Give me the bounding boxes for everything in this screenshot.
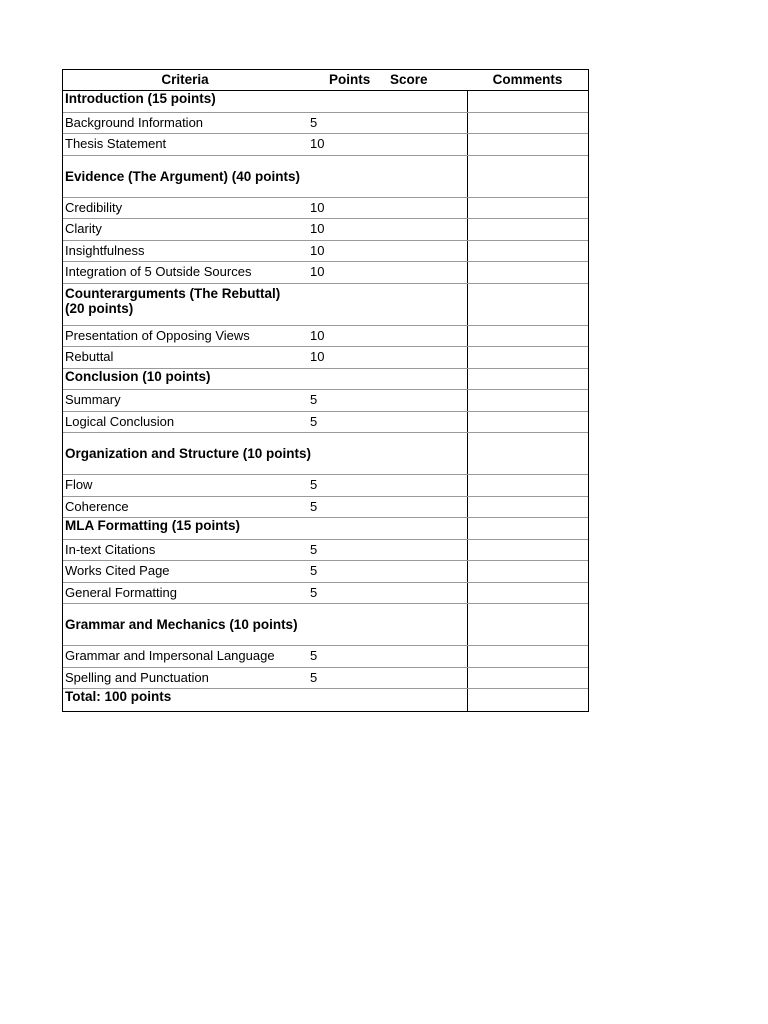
- points-cell: [303, 284, 387, 325]
- section-row: [63, 433, 588, 475]
- score-cell[interactable]: [387, 326, 467, 347]
- comments-cell[interactable]: [467, 518, 588, 539]
- comments-cell[interactable]: [467, 497, 588, 518]
- table-row: [63, 583, 588, 605]
- criteria-cell: Summary: [65, 392, 121, 407]
- points-cell: 10: [310, 199, 325, 215]
- table-row: [63, 241, 588, 263]
- comments-cell[interactable]: [467, 689, 588, 711]
- score-cell[interactable]: [387, 583, 467, 604]
- score-cell[interactable]: [387, 390, 467, 411]
- criteria-cell: Coherence: [65, 498, 129, 514]
- comments-cell[interactable]: [467, 241, 588, 262]
- section-title: Evidence (The Argument) (40 points): [65, 168, 301, 184]
- table-row: [63, 347, 588, 369]
- table-body: [63, 91, 588, 711]
- score-cell[interactable]: [387, 284, 467, 325]
- section-title: Grammar and Mechanics (10 points): [65, 617, 298, 632]
- table-row: [63, 668, 588, 690]
- table-row: [63, 198, 588, 220]
- comments-cell[interactable]: [467, 540, 588, 561]
- section-row: [63, 369, 588, 391]
- score-cell[interactable]: [387, 561, 467, 582]
- section-title: Counterarguments (The Rebuttal) (20 points): [65, 285, 281, 316]
- points-cell: 5: [310, 498, 318, 514]
- criteria-cell: General Formatting: [65, 584, 177, 600]
- criteria-cell: Flow: [65, 477, 93, 492]
- criteria-cell: Integration of 5 Outside Sources: [65, 264, 252, 279]
- comments-cell[interactable]: [467, 475, 588, 496]
- criteria-cell: In-text Citations: [65, 541, 156, 557]
- score-cell[interactable]: [387, 113, 467, 134]
- comments-cell[interactable]: [467, 412, 588, 433]
- section-title: Introduction (15 points): [65, 91, 216, 106]
- comments-cell[interactable]: [467, 198, 588, 219]
- points-cell: 10: [310, 221, 325, 236]
- score-cell[interactable]: [387, 347, 467, 368]
- points-cell: 10: [310, 264, 325, 279]
- comments-cell[interactable]: [467, 219, 588, 240]
- table-row: [63, 134, 588, 156]
- comments-cell[interactable]: [467, 390, 588, 411]
- table-row: [63, 561, 588, 583]
- criteria-cell: Clarity: [65, 221, 102, 236]
- points-cell: 5: [310, 114, 318, 130]
- points-cell: 5: [310, 584, 318, 600]
- comments-cell[interactable]: [467, 262, 588, 283]
- points-cell: 5: [310, 392, 318, 407]
- points-cell: 5: [310, 477, 318, 492]
- score-cell[interactable]: [387, 198, 467, 219]
- comments-cell[interactable]: [467, 113, 588, 134]
- comments-cell[interactable]: [467, 284, 588, 325]
- table-row: [63, 113, 588, 135]
- section-row: [63, 604, 588, 646]
- table-row: [63, 412, 588, 434]
- score-cell[interactable]: [387, 219, 467, 240]
- score-cell[interactable]: [387, 540, 467, 561]
- criteria-cell: Presentation of Opposing Views: [65, 327, 250, 343]
- comments-cell[interactable]: [467, 583, 588, 604]
- section-row: [63, 284, 588, 326]
- section-row: [63, 156, 588, 198]
- section-row: [63, 518, 588, 540]
- points-cell: 5: [310, 541, 318, 557]
- section-row: [63, 91, 588, 113]
- comments-cell[interactable]: [467, 156, 588, 197]
- section-title: Conclusion (10 points): [65, 368, 211, 384]
- score-cell[interactable]: [387, 646, 467, 667]
- score-cell[interactable]: [387, 668, 467, 689]
- section-title: Organization and Structure (10 points): [65, 446, 312, 461]
- criteria-cell: Background Information: [65, 114, 204, 130]
- comments-cell[interactable]: [467, 347, 588, 368]
- points-cell: 5: [310, 648, 318, 663]
- points-cell: 10: [310, 327, 325, 343]
- table-row: [63, 219, 588, 241]
- score-cell[interactable]: [387, 262, 467, 283]
- table-row: [63, 326, 588, 348]
- criteria-cell: Spelling and Punctuation: [65, 669, 209, 685]
- comments-cell[interactable]: [467, 561, 588, 582]
- points-cell: 10: [310, 242, 325, 258]
- comments-cell[interactable]: [467, 369, 588, 390]
- criteria-cell: Thesis Statement: [65, 136, 167, 151]
- criteria-cell: Grammar and Impersonal Language: [65, 648, 275, 663]
- criteria-cell: Rebuttal: [65, 349, 114, 364]
- section-title: MLA Formatting (15 points): [65, 518, 240, 533]
- criteria-cell: Credibility: [65, 199, 123, 215]
- criteria-cell: Works Cited Page: [65, 563, 170, 578]
- score-cell[interactable]: [387, 412, 467, 433]
- table-row: [63, 646, 588, 668]
- header-comments: Comments: [492, 72, 563, 87]
- rubric-table: [62, 69, 589, 712]
- points-cell: 5: [310, 563, 318, 578]
- score-cell[interactable]: [387, 475, 467, 496]
- comments-cell[interactable]: [467, 326, 588, 347]
- comments-cell[interactable]: [467, 433, 588, 474]
- criteria-cell: Insightfulness: [65, 242, 145, 258]
- header-criteria: Criteria: [161, 72, 209, 87]
- comments-cell[interactable]: [467, 91, 588, 112]
- points-cell: 10: [310, 349, 325, 364]
- header-points: Points: [329, 72, 371, 87]
- criteria-cell: Logical Conclusion: [65, 413, 175, 429]
- table-header-row: [63, 70, 588, 91]
- table-row: [63, 497, 588, 519]
- comments-cell[interactable]: [467, 134, 588, 155]
- table-row: [63, 390, 588, 412]
- section-title: Total: 100 points: [65, 689, 172, 704]
- header-score: Score: [390, 72, 428, 87]
- points-cell: 10: [310, 136, 325, 151]
- table-row: [63, 540, 588, 562]
- points-cell: 5: [310, 413, 318, 429]
- section-row: [63, 689, 588, 711]
- comments-cell[interactable]: [467, 604, 588, 645]
- score-cell[interactable]: [387, 497, 467, 518]
- table-row: [63, 262, 588, 284]
- score-cell[interactable]: [387, 241, 467, 262]
- comments-cell[interactable]: [467, 646, 588, 667]
- comments-cell[interactable]: [467, 668, 588, 689]
- points-cell: 5: [310, 669, 318, 685]
- table-row: [63, 475, 588, 497]
- score-cell[interactable]: [387, 134, 467, 155]
